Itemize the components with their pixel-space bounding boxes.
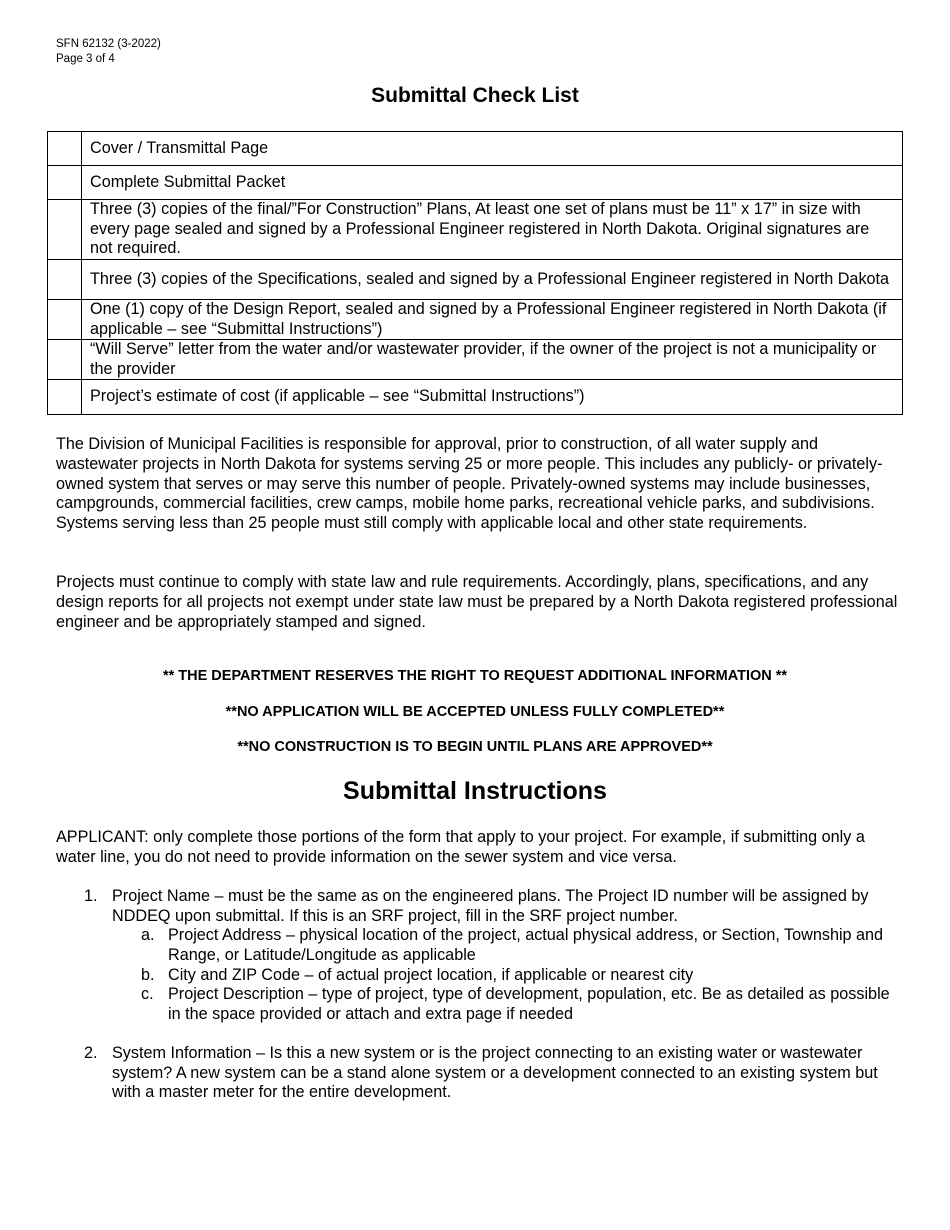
notice-additional-info: ** THE DEPARTMENT RESERVES THE RIGHT TO REQUEST ADDITIONAL INFORMATION ** (162, 668, 788, 684)
subitem-letter: a. (141, 926, 155, 944)
applicant-intro: APPLICANT: only complete those portions of the form that apply to your project. For example, if submitting only a water line, you do not need to provide information on the sewer system and vice versa. (56, 828, 865, 866)
notice-complete-application: **NO APPLICATION WILL BE ACCEPTED UNLESS FULLY COMPLETED** (225, 704, 725, 720)
item-number: 2. (84, 1044, 98, 1062)
division-paragraph: The Division of Municipal Facilities is responsible for approval, prior to construction, of all water supply and wastewater projects in North Dakota for systems serving 25 or more people. This includes any publicly- or privately-owned system that serves or may serve this number of people. Privately-owned systems may include businesses, campgrounds, commercial facilities, crew camps, mobile home parks, recreational vehicle parks, and subdivisions. Systems serving less than 25 people must still comply with applicable local and other state requirements. (56, 435, 883, 533)
checklist-item-text: Three (3) copies of the Specifications, sealed and signed by a Professional Engineer registered in North Dakota (82, 260, 903, 300)
checklist-item-text: Cover / Transmittal Page (82, 132, 903, 166)
checklist-item-text: Project’s estimate of cost (if applicable – see “Submittal Instructions”) (82, 380, 903, 415)
item-text: Project Name – must be the same as on the engineered plans. The Project ID number will be assigned by NDDEQ upon submittal. If this is an SRF project, fill in the SRF project number. (112, 887, 869, 925)
checkbox-cell[interactable] (48, 166, 82, 200)
form-header (56, 37, 161, 67)
checklist-row (48, 300, 903, 340)
checkbox-cell[interactable] (48, 380, 82, 415)
subitem-text: Project Address – physical location of the project, actual physical address, or Section, Township and Range, or Latitude/Longitude as applicable (168, 926, 884, 964)
checklist-row (48, 166, 903, 200)
item-text: System Information – Is this a new system or is the project connecting to an existing water or wastewater system? A new system can be a stand alone system or a development connected to an existing system but with a master meter for the entire development. (112, 1044, 878, 1102)
checkbox-cell[interactable] (48, 340, 82, 380)
submittal-checklist-table (47, 131, 903, 415)
subitem-text: City and ZIP Code – of actual project location, if applicable or nearest city (168, 966, 694, 984)
checklist-title: Submittal Check List (371, 84, 579, 107)
checklist-item-text: One (1) copy of the Design Report, sealed and signed by a Professional Engineer registered in North Dakota (if applicable – see “Submittal Instructions”) (82, 300, 903, 340)
checklist-row (48, 340, 903, 380)
checkbox-cell[interactable] (48, 200, 82, 260)
checklist-row (48, 132, 903, 166)
compliance-paragraph: Projects must continue to comply with state law and rule requirements. Accordingly, plans, specifications, and any design reports for all projects not exempt under state law must be prepared by a North Dakota registered professional engineer and be appropriately stamped and signed. (56, 573, 898, 631)
checkbox-cell[interactable] (48, 260, 82, 300)
checklist-row (48, 200, 903, 260)
notice-construction: **NO CONSTRUCTION IS TO BEGIN UNTIL PLANS ARE APPROVED** (237, 739, 713, 755)
checklist-item-text: Complete Submittal Packet (82, 166, 903, 200)
subitem-letter: c. (141, 985, 154, 1003)
checklist-row (48, 260, 903, 300)
checkbox-cell[interactable] (48, 300, 82, 340)
checklist-row (48, 380, 903, 415)
checkbox-cell[interactable] (48, 132, 82, 166)
instructions-title: Submittal Instructions (343, 777, 607, 805)
subitem-text: Project Description – type of project, type of development, population, etc. Be as detailed as possible in the space provided or attach and extra page if needed (168, 985, 890, 1023)
checklist-item-text: “Will Serve” letter from the water and/or wastewater provider, if the owner of the project is not a municipality or the provider (82, 340, 903, 380)
checklist-item-text: Three (3) copies of the final/”For Construction” Plans, At least one set of plans must be 11” x 17” in size with every page sealed and signed by a Professional Engineer registered in North Dakota. Original signatures are not required. (82, 200, 903, 260)
subitem-letter: b. (141, 966, 155, 984)
page-number: Page 3 of 4 (56, 53, 115, 65)
item-number: 1. (84, 887, 98, 905)
form-number: SFN 62132 (3-2022) (56, 38, 161, 50)
